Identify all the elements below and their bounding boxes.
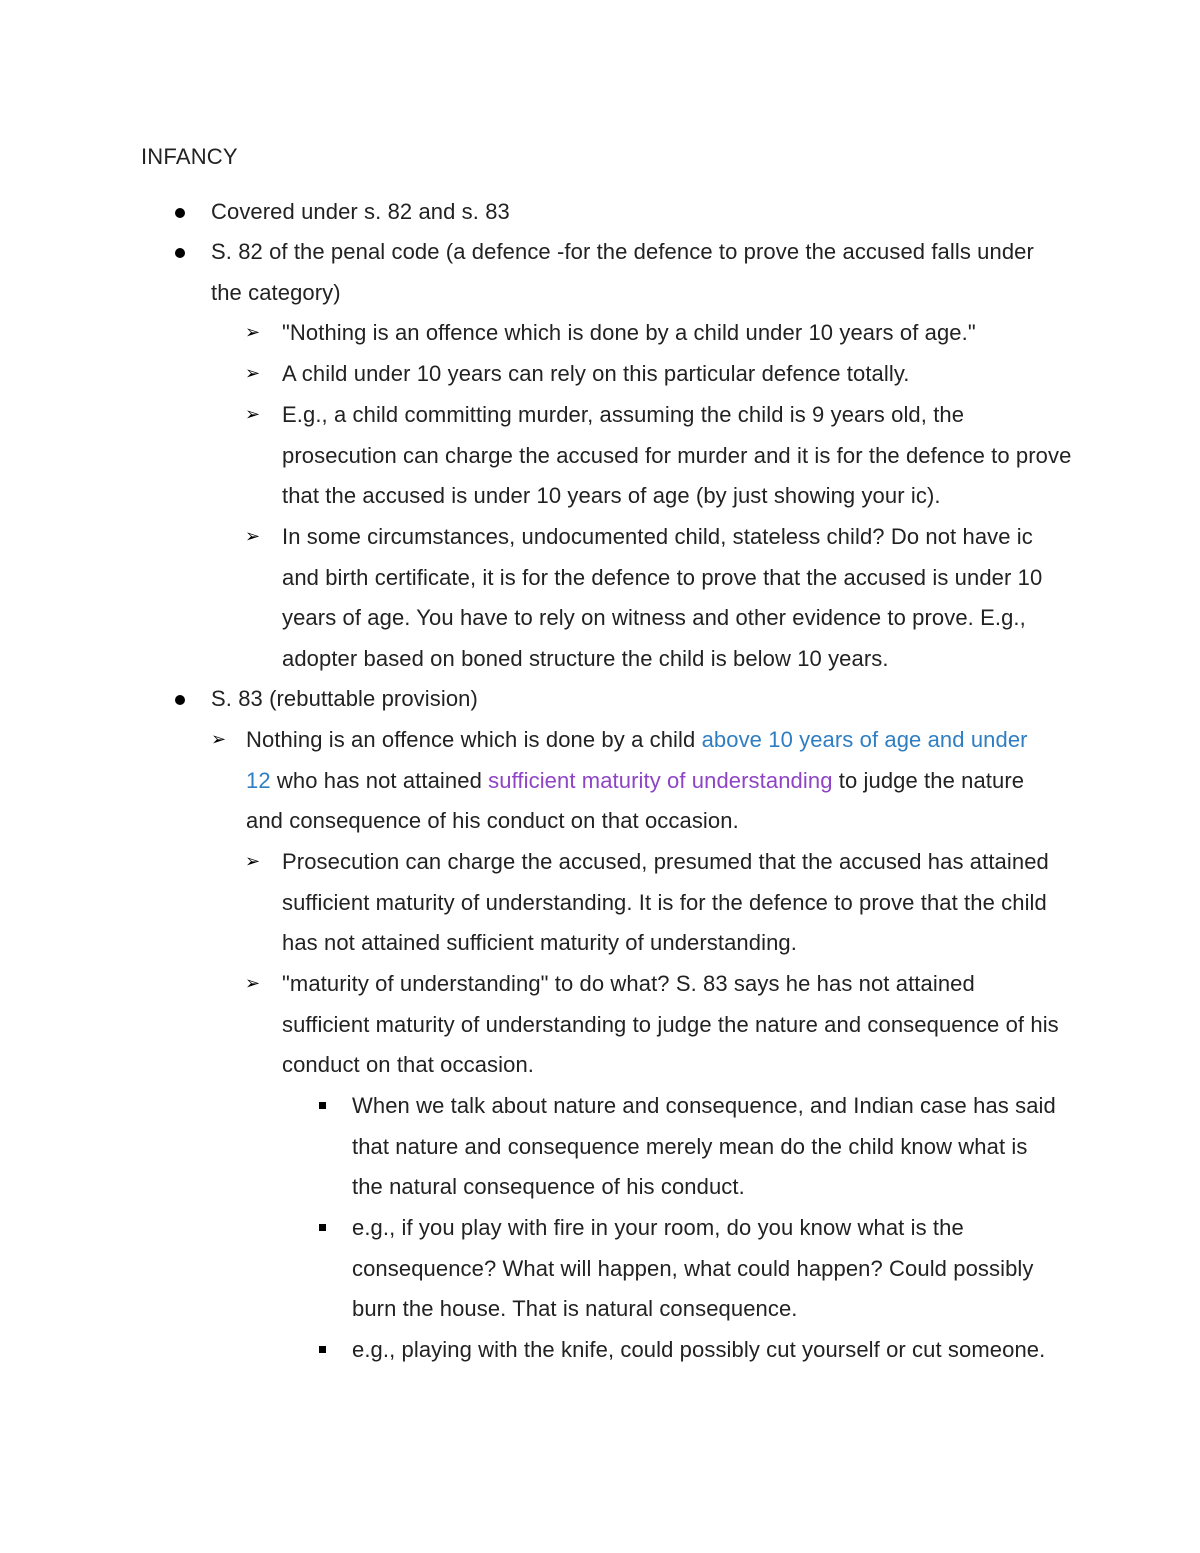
list-item: A child under 10 years can rely on this particular defence totally. <box>282 361 910 386</box>
list-item: In some circumstances, undocumented child, stateless child? Do not have ic and birth certificate, it is for the defence to prove that the accused is under 10 years of age. You have to rely on witness and other evidence to prove. E.g., adopter based on boned structure the child is below 10 years. <box>282 524 1043 672</box>
square-bullet-icon <box>319 1346 326 1353</box>
list-item: e.g., if you play with fire in your room, do you know what is the consequence? What will happen, what could happen? Could possibly burn the house. That is natural consequence. <box>352 1215 1034 1322</box>
list-item-s83-definition <box>246 720 1046 842</box>
square-bullet-icon <box>319 1224 326 1231</box>
definition-text: Nothing is an offence which is done by a child <box>246 727 702 752</box>
age-range-highlight: above 10 years of age and under 12 <box>246 727 1028 793</box>
list-item: S. 83 (rebuttable provision) <box>211 686 478 711</box>
bullet-disc-icon <box>175 695 185 705</box>
definition-text: to judge the nature and consequence of his conduct on that occasion. <box>246 767 1025 834</box>
arrow-bullet-icon: ➢ <box>245 851 261 872</box>
arrow-bullet-icon: ➢ <box>245 322 261 343</box>
list-item: When we talk about nature and consequence, and Indian case has said that nature and consequence merely mean do the child know what is the natural consequence of his conduct. <box>352 1093 1056 1200</box>
arrow-bullet-icon: ➢ <box>211 729 227 750</box>
arrow-bullet-icon: ➢ <box>245 526 261 547</box>
list-item: Prosecution can charge the accused, presumed that the accused has attained sufficient maturity of understanding. It is for the defence to prove that the child has not attained sufficient maturity of understanding. <box>282 849 1049 956</box>
bullet-disc-icon <box>175 208 185 218</box>
arrow-bullet-icon: ➢ <box>245 973 261 994</box>
arrow-bullet-icon: ➢ <box>245 404 261 425</box>
definition-text: who has not attained <box>270 767 489 793</box>
arrow-bullet-icon: ➢ <box>245 363 261 384</box>
list-item: e.g., playing with the knife, could possibly cut yourself or cut someone. <box>352 1337 1046 1362</box>
maturity-highlight: sufficient maturity of understanding <box>488 767 833 793</box>
list-item: "Nothing is an offence which is done by a child under 10 years of age." <box>282 320 976 345</box>
list-item: "maturity of understanding" to do what? S. 83 says he has not attained sufficient maturity of understanding to judge the nature and consequence of his conduct on that occasion. <box>282 971 1059 1078</box>
bullet-disc-icon <box>175 248 185 258</box>
list-item: S. 82 of the penal code (a defence -for the defence to prove the accused falls under the category) <box>211 239 1034 305</box>
square-bullet-icon <box>319 1102 326 1109</box>
page-title: INFANCY <box>141 144 238 169</box>
list-item: Covered under s. 82 and s. 83 <box>211 199 510 224</box>
list-item: E.g., a child committing murder, assuming the child is 9 years old, the prosecution can charge the accused for murder and it is for the defence to prove that the accused is under 10 years of age (by just showing your ic). <box>282 402 1072 509</box>
